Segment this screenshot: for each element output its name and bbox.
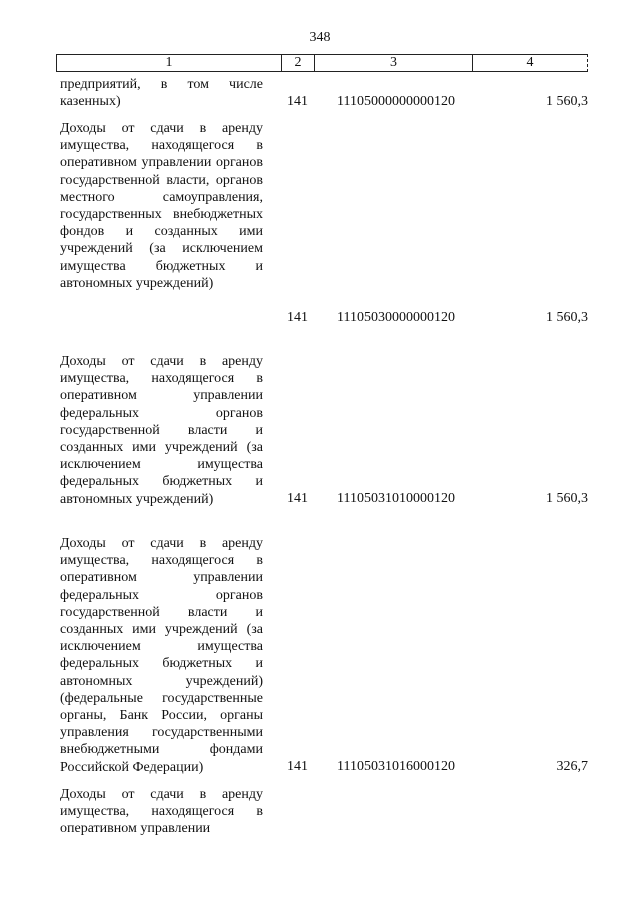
column-header-3: 3	[314, 54, 473, 72]
row-description: предприятий, в том числе казенных)	[60, 77, 263, 110]
row-code: 11105031016000120	[337, 759, 455, 774]
row-amount: 1 560,3	[546, 310, 588, 325]
row-description: Доходы от сдачи в аренду имущества, находящегося в оперативном управлении федеральных органов государственной власти и созданных ими учреждений (за исключением имущества федеральных бюджетных и автономных учреждений) (федеральные государственные органы, Банк России, органы управления государственными внебюджетными фондами Российской Федерации)	[60, 536, 263, 775]
row-col2: 141	[287, 491, 308, 506]
page-number: 348	[309, 30, 331, 45]
row-amount: 1 560,3	[546, 94, 588, 109]
row-code: 11105030000000120	[337, 310, 455, 325]
column-header-1: 1	[56, 54, 282, 72]
row-code: 11105000000000120	[337, 94, 455, 109]
row-col2: 141	[287, 94, 308, 109]
column-header-4: 4	[472, 54, 588, 72]
row-col2: 141	[287, 759, 308, 774]
row-description: Доходы от сдачи в аренду имущества, находящегося в оперативном управлении	[60, 787, 263, 837]
row-col2: 141	[287, 310, 308, 325]
row-description: Доходы от сдачи в аренду имущества, находящегося в оперативном управлении органов государственной власти, органов местного самоуправления, государственных внебюджетных фондов и созданных ими учреждений (за исключением имущества бюджетных и автономных учреждений)	[60, 121, 263, 291]
row-code: 11105031010000120	[337, 491, 455, 506]
column-header-2: 2	[281, 54, 315, 72]
row-amount: 326,7	[556, 759, 588, 774]
row-amount: 1 560,3	[546, 491, 588, 506]
row-description: Доходы от сдачи в аренду имущества, находящегося в оперативном управлении федеральных органов государственной власти и созданных ими учреждений (за исключением имущества федеральных бюджетных и автономных учреждений)	[60, 354, 263, 507]
